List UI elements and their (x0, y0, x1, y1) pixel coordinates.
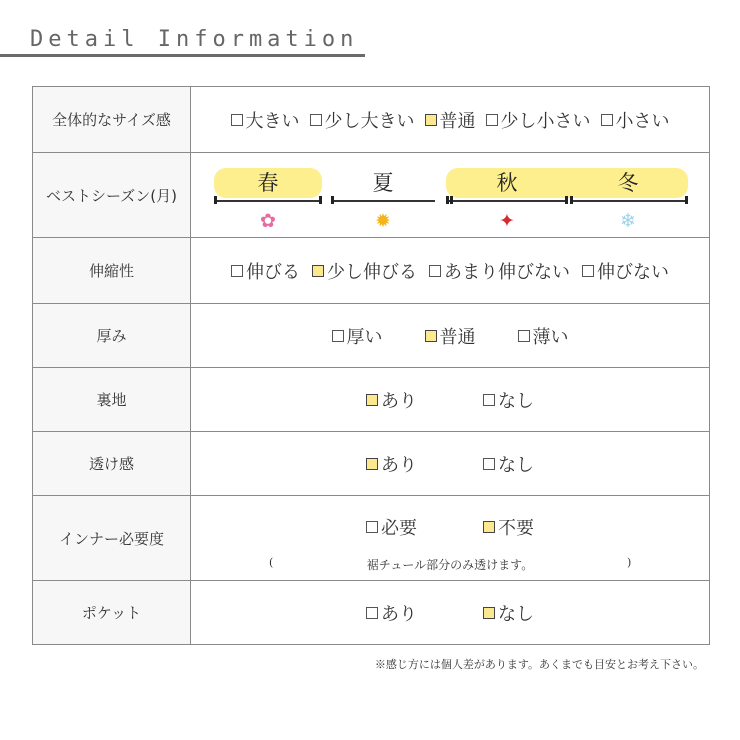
checkbox-icon (366, 607, 378, 619)
checkbox-icon (582, 265, 594, 277)
row-thickness (33, 304, 710, 368)
season-tick (450, 196, 453, 204)
option-stretch-1: 少し伸びる (312, 258, 417, 284)
sakura-icon: ✿ (260, 210, 276, 232)
season-tick (331, 196, 334, 204)
season-line-summer (333, 200, 435, 202)
row-lining (33, 368, 710, 432)
option-size-2: 普通 (425, 107, 476, 133)
option-thickness-0: 厚い (332, 323, 383, 349)
checkbox-icon (310, 114, 322, 126)
checkbox-checked-icon (483, 521, 495, 533)
checkbox-icon (483, 394, 495, 406)
section-title: Detail Information (30, 27, 359, 52)
season-label-winter: 冬 (617, 171, 639, 195)
stretch-options (191, 258, 709, 284)
season-line-winter (573, 200, 687, 202)
checkbox-icon (429, 265, 441, 277)
checkbox-checked-icon (366, 458, 378, 470)
option-size-3: 少し小さい (486, 107, 591, 133)
sheer-options (191, 451, 709, 477)
season-tick (685, 196, 688, 204)
option-stretch-0: 伸びる (231, 258, 300, 284)
option-size-0: 大きい (231, 107, 300, 133)
checkbox-icon (483, 458, 495, 470)
season-line-fall (448, 200, 566, 202)
label-thickness: 厚み (33, 304, 191, 368)
season-label-spring: 春 (257, 171, 279, 195)
checkbox-icon (518, 330, 530, 342)
option-sheer-0: あり (366, 451, 417, 477)
checkbox-icon (332, 330, 344, 342)
sunflower-icon: ✹ (375, 210, 391, 232)
option-size-4: 小さい (601, 107, 670, 133)
thickness-options (191, 323, 709, 349)
checkbox-icon (366, 521, 378, 533)
footnote: ※感じ方には個人差があります。あくまでも目安とお考え下さい。 (374, 658, 704, 671)
checkbox-icon (486, 114, 498, 126)
option-lining-1: なし (483, 387, 534, 413)
row-season (33, 153, 710, 238)
note-paren-open: ( (269, 556, 274, 569)
checkbox-icon (231, 114, 243, 126)
option-size-1: 少し大きい (310, 107, 415, 133)
season-line-spring (216, 200, 320, 202)
season-label-fall: 秋 (496, 171, 518, 195)
option-stretch-3: 伸びない (582, 258, 669, 284)
lining-options (191, 387, 709, 413)
checkbox-checked-icon (366, 394, 378, 406)
row-sheer (33, 432, 710, 496)
option-inner-1: 不要 (483, 514, 534, 540)
checkbox-icon (601, 114, 613, 126)
label-inner: インナー必要度 (33, 496, 191, 581)
option-thickness-1: 普通 (425, 323, 476, 349)
option-thickness-2: 薄い (518, 323, 569, 349)
season-chart (191, 153, 711, 237)
label-season: ベストシーズン(月) (33, 153, 191, 238)
label-sheer: 透け感 (33, 432, 191, 496)
inner-options (191, 514, 709, 540)
option-inner-0: 必要 (366, 514, 417, 540)
checkbox-checked-icon (425, 114, 437, 126)
snowflake-icon: ❄ (620, 210, 636, 232)
maple-leaf-icon: ✦ (499, 210, 515, 232)
season-tick (565, 196, 568, 204)
label-stretch: 伸縮性 (33, 238, 191, 304)
checkbox-checked-icon (425, 330, 437, 342)
label-pocket: ポケット (33, 581, 191, 645)
title-underline (0, 54, 365, 57)
option-stretch-2: あまり伸びない (429, 258, 570, 284)
option-lining-0: あり (366, 387, 417, 413)
size-options (191, 107, 709, 133)
season-tick (446, 196, 449, 204)
checkbox-checked-icon (483, 607, 495, 619)
label-size: 全体的なサイズ感 (33, 87, 191, 153)
checkbox-icon (231, 265, 243, 277)
season-tick (319, 196, 322, 204)
option-pocket-0: あり (366, 600, 417, 626)
label-lining: 裏地 (33, 368, 191, 432)
row-inner (33, 496, 710, 581)
row-stretch (33, 238, 710, 304)
option-sheer-1: なし (483, 451, 534, 477)
season-label-summer: 夏 (372, 171, 394, 195)
detail-table (32, 86, 710, 645)
note-paren-close: ) (627, 556, 632, 569)
option-pocket-1: なし (483, 600, 534, 626)
row-pocket (33, 581, 710, 645)
inner-note: 裾チュール部分のみ透けます。 (366, 558, 534, 572)
season-tick (214, 196, 217, 204)
row-size (33, 87, 710, 153)
season-tick (570, 196, 573, 204)
checkbox-checked-icon (312, 265, 324, 277)
pocket-options (191, 600, 709, 626)
